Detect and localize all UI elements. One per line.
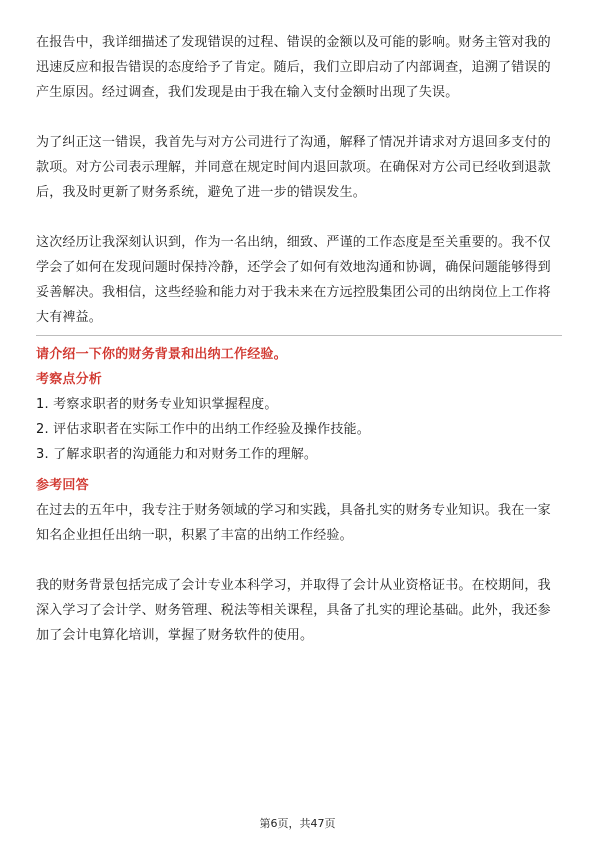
page-content	[36, 30, 562, 648]
answer-paragraph-1: 在过去的五年中，我专注于财务领域的学习和实践，具备扎实的财务专业知识。我在一家知名企业担任出纳一职，积累了丰富的出纳工作经验。	[36, 503, 551, 543]
page-number-footer: 第6页，共47页	[259, 817, 336, 830]
analysis-item-3: 3. 了解求职者的沟通能力和对财务工作的理解。	[36, 447, 318, 462]
analysis-item-1: 1. 考察求职者的财务专业知识掌握程度。	[36, 397, 278, 412]
answer-paragraph-2: 我的财务背景包括完成了会计专业本科学习，并取得了会计从业资格证书。在校期间，我深入学习了会计学、财务管理、税法等相关课程，具备了扎实的理论基础。此外，我还参加了会计电算化培训，掌握了财务软件的使用。	[36, 578, 551, 643]
question-heading: 请介绍一下你的财务背景和出纳工作经验。	[36, 347, 287, 362]
analysis-item-2: 2. 评估求职者在实际工作中的出纳工作经验及操作技能。	[36, 422, 370, 437]
intro-paragraph-1: 在报告中，我详细描述了发现错误的过程、错误的金额以及可能的影响。财务主管对我的迅速反应和报告错误的态度给予了肯定。随后，我们立即启动了内部调查，追溯了错误的产生原因。经过调查，我们发现是由于我在输入支付金额时出现了失误。	[36, 35, 551, 100]
intro-paragraph-2: 为了纠正这一错误，我首先与对方公司进行了沟通，解释了情况并请求对方退回多支付的款项。对方公司表示理解，并同意在规定时间内退回款项。在确保对方公司已经收到退款后，我及时更新了财务系统，避免了进一步的错误发生。	[36, 135, 551, 200]
analysis-title: 考察点分析	[36, 372, 103, 387]
answer-title: 参考回答	[36, 478, 89, 493]
section-divider	[36, 335, 562, 336]
intro-paragraph-3: 这次经历让我深刻认识到，作为一名出纳，细致、严谨的工作态度是至关重要的。我不仅学会了如何在发现问题时保持冷静，还学会了如何有效地沟通和协调，确保问题能够得到妥善解决。我相信，这些经验和能力对于我未来在方远控股集团公司的出纳岗位上工作将大有裨益。	[36, 235, 551, 325]
